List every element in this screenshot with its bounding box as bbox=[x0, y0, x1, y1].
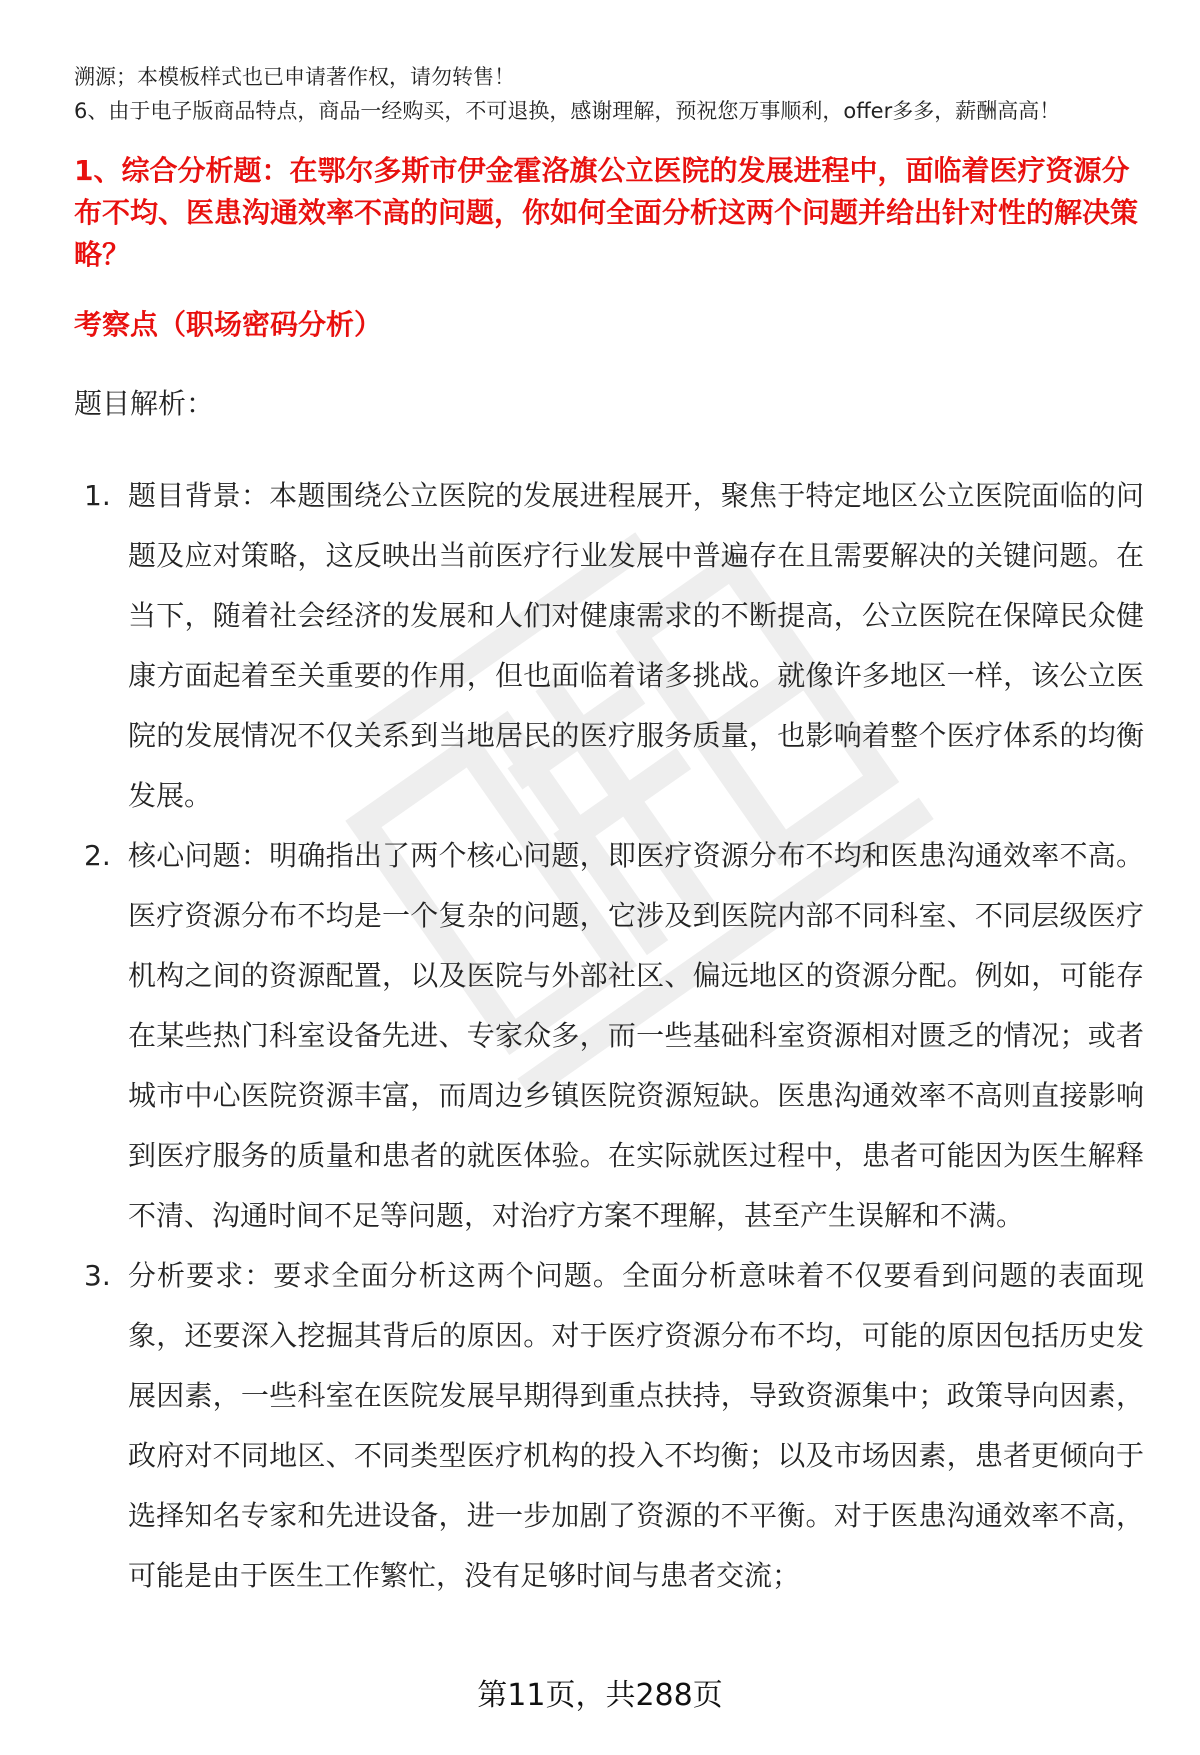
list-item-number: 2. bbox=[84, 839, 111, 872]
list-item bbox=[74, 1246, 1144, 1606]
list-item-text: 核心问题：明确指出了两个核心问题，即医疗资源分布不均和医患沟通效率不高。医疗资源分布不均是一个复杂的问题，它涉及到医院内部不同科室、不同层级医疗机构之间的资源配置，以及医院与外部社区、偏远地区的资源分配。例如，可能存在某些热门科室设备先进、专家众多，而一些基础科室资源相对匮乏的情况；或者城市中心医院资源丰富，而周边乡镇医院资源短缺。医患沟通效率不高则直接影响到医疗服务的质量和患者的就医体验。在实际就医过程中，患者可能因为医生解释不清、沟通时间不足等问题，对治疗方案不理解，甚至产生误解和不满。 bbox=[128, 839, 1144, 1232]
analysis-list bbox=[74, 466, 1144, 1606]
list-item-text: 题目背景：本题围绕公立医院的发展进程展开，聚焦于特定地区公立医院面临的问题及应对策略，这反映出当前医疗行业发展中普遍存在且需要解决的关键问题。在当下，随着社会经济的发展和人们对健康需求的不断提高，公立医院在保障民众健康方面起着至关重要的作用，但也面临着诸多挑战。就像许多地区一样，该公立医院的发展情况不仅关系到当地居民的医疗服务质量，也影响着整个医疗体系的均衡发展。 bbox=[128, 479, 1144, 812]
section-title: 考察点（职场密码分析） bbox=[74, 308, 383, 341]
list-item bbox=[74, 466, 1144, 826]
notice-block bbox=[74, 60, 1154, 128]
list-item-number: 3. bbox=[84, 1259, 111, 1292]
list-item bbox=[74, 826, 1144, 1246]
page-number: 第11页，共288页 bbox=[477, 1678, 723, 1713]
notice-line-refund: 6、由于电子版商品特点，商品一经购买，不可退换，感谢理解，预祝您万事顺利，offer多多，薪酬高高！ bbox=[74, 99, 1061, 123]
analysis-subtitle: 题目解析： bbox=[74, 387, 215, 420]
notice-line-copyright: 溯源；本模板样式也已申请著作权，请勿转售！ bbox=[74, 65, 515, 89]
list-item-text: 分析要求：要求全面分析这两个问题。全面分析意味着不仅要看到问题的表面现象，还要深入挖掘其背后的原因。对于医疗资源分布不均，可能的原因包括历史发展因素，一些科室在医院发展早期得到重点扶持，导致资源集中；政策导向因素，政府对不同地区、不同类型医疗机构的投入不均衡；以及市场因素，患者更倾向于选择知名专家和先进设备，进一步加剧了资源的不平衡。对于医患沟通效率不高，可能是由于医生工作繁忙，没有足够时间与患者交流； bbox=[128, 1259, 1144, 1592]
question-heading: 1、综合分析题：在鄂尔多斯市伊金霍洛旗公立医院的发展进程中，面临着医疗资源分布不均、医患沟通效率不高的问题，你如何全面分析这两个问题并给出针对性的解决策略？ bbox=[74, 154, 1139, 271]
list-item-number: 1. bbox=[84, 479, 111, 512]
